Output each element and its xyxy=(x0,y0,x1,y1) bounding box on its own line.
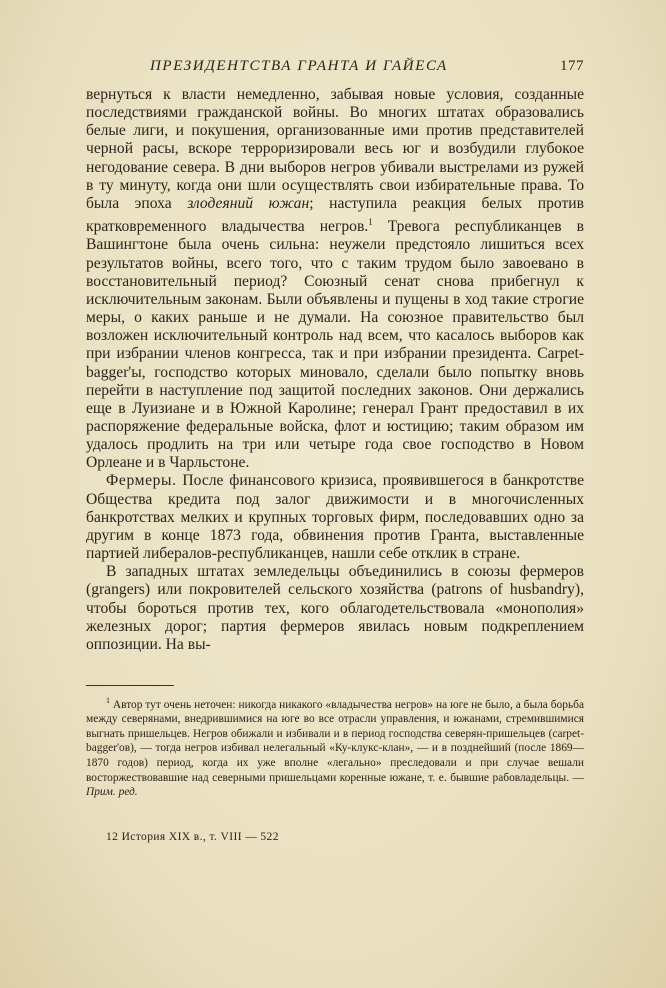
paragraph xyxy=(86,472,584,563)
paragraph-text: вернуться к власти немедленно, забывая новые условия, созданные последствиями гражданской войны. Во многих штатах образовались белые лиги, и покушения, организованные ими против представителей черной расы, вскоре терроризировали весь юг и возбудили глубокое негодование севера. В дни выборов негров убивали выстрелами из ружей в ту минуту, когда они шли осуществлять свои избирательные права. То была эпоха xyxy=(86,86,584,212)
footnote-marker: 1 xyxy=(106,696,110,705)
page-number: 177 xyxy=(560,58,584,74)
italic-phrase: злодеяний южан xyxy=(187,194,310,212)
page-header xyxy=(88,58,584,80)
paragraph-text: Тревога республиканцев в Вашингтоне была очень сильна: неужели предстояло лишиться всех результатов войны, всего того, что с таким трудом было завоевано в восстановительный период? Союзный сенат снова прибегнул к исключительным законам. Были объявлены и пущены в ход такие строгие меры, о каких раньше и не думали. На союзное правительство был возложен исключительный контроль над всем, что касалось выборов как при избрании членов конгресса, так и при избрании президента. Carpet-bagger'ы, господство которых миновало, сделали было попытку вновь перейти в наступление под защитой последних законов. Они держались еще в Луизиане и в Южной Каролине; генерал Грант предоставил в их распоряжение федеральные войска, флот и юстицию; таким образом им удалось продлить на три или четыре года свое господство в Новом Орлеане и в Чарльстоне. xyxy=(86,218,584,472)
printer-signature: 12 История XIX в., т. VIII — 522 xyxy=(106,831,279,843)
footnote-marker: 1 xyxy=(368,217,373,228)
editor-note-label: Прим. ред. xyxy=(86,786,138,799)
main-text xyxy=(86,86,584,654)
paragraph-text: В западных штатах земледельцы объединились в союзы фермеров (grangers) или покровителей сельского хозяйства (patrons of husbandry), чтобы бороться против тех, кого облагодетельствовала «монополия» железных дорог; партия фермеров явилась новым подкреплением оппозиции. На вы- xyxy=(86,563,584,653)
footnote-paragraph xyxy=(86,694,584,800)
footnote-text: Автор тут очень неточен: никогда никакого «владычества негров» на юге не было, а была борьба между северянами, внедрившимися на юге во все отрасли управления, и южанами, стремившимися выгнать пришельцев. Негров обижали и избивали и в период господства северян-пришельцев (carpet-bagger'ов), — тогда негров избивал нелегальный «Ку-клукс-клан», — и в позднейший (после 1869—1870 годов) период, когда их уже вполне «легально» преследовали и при случае вешали восторжествовавшие над северными пришельцами коренные южане, т. е. бывшие рабовладельцы. — xyxy=(86,698,584,784)
running-head: ПРЕЗИДЕНТСТВА ГРАНТА И ГАЙЕСА xyxy=(150,58,448,74)
footnote-divider xyxy=(86,685,174,686)
paragraph xyxy=(86,563,584,654)
footnote xyxy=(86,694,584,800)
section-heading: Фермеры. xyxy=(106,472,177,490)
paragraph-text: После финансового кризиса, проявившегося в банкротстве Общества кредита под залог движимости и в многочисленных банкротствах мелких и крупных торговых фирм, последовавших одно за другим в конце 1873 года, обвинения против Гранта, выставленные партией либералов-республиканцев, нашли себе отклик в стране. xyxy=(86,472,584,563)
paragraph-text: ; наступила реакция белых против кратковременного владычества негров. xyxy=(86,194,584,236)
paragraph xyxy=(86,86,584,472)
